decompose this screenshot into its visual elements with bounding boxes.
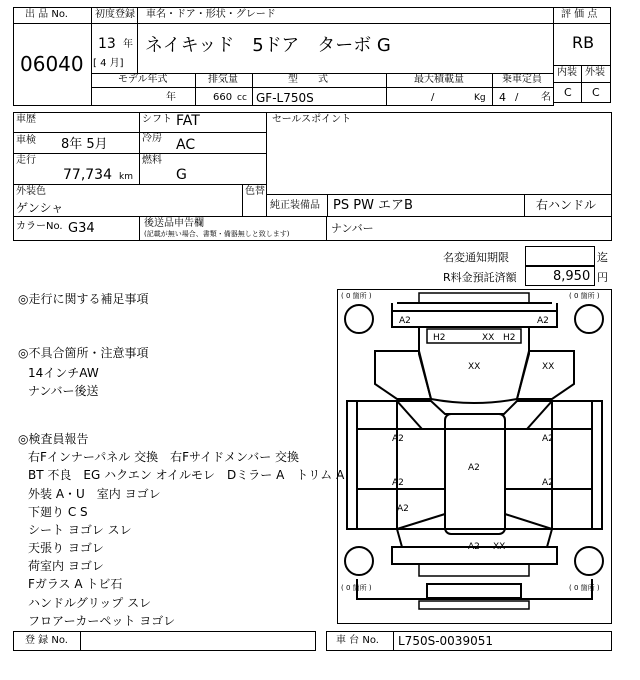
tag-bottom-right: ( 0 箇所 )	[569, 584, 600, 592]
front-bumper	[392, 311, 557, 327]
max-load-value: /	[431, 92, 435, 103]
displacement-unit: cc	[237, 93, 247, 103]
rear-plate	[427, 584, 521, 598]
shift-label: シフト	[142, 114, 172, 125]
mark-hood-center: XX	[468, 362, 481, 372]
first-reg-year: 13	[98, 36, 116, 52]
inspector-item: シート ヨゴレ スレ	[28, 523, 132, 537]
mark-hood-xx: XX	[482, 333, 495, 343]
mark-hood-h2-right: H2	[503, 333, 516, 343]
driving-notes-header: ◎走行に関する補足事項	[18, 292, 149, 306]
mileage-unit: km	[119, 172, 133, 182]
name-change-label: 名変通知期限	[443, 251, 509, 264]
fuel-label: 燃料	[142, 155, 162, 166]
capacity-sep: /	[515, 92, 519, 103]
first-reg-label: 初度登録	[95, 9, 135, 20]
car-name-label: 車名・ドア・形状・グレード	[146, 9, 276, 20]
aftermarket-note: (記載が無い場合、書類・備器無しと致します)	[144, 230, 290, 238]
lot-number: 06040	[20, 52, 84, 76]
color-change-label: 色替	[245, 186, 265, 197]
displacement-value: 660	[213, 92, 233, 103]
displacement-label: 排気量	[208, 74, 238, 85]
model-code-label: 型 式	[288, 74, 328, 85]
capacity-label: 乗車定員	[502, 74, 542, 85]
inspector-item: BT 不良 EG ハクエン オイルモレ Dミラー A トリム A	[28, 468, 345, 482]
color-no-label: カラーNo.	[16, 221, 63, 232]
history-label: 車歴	[16, 114, 36, 125]
aftermarket-value: ナンバー	[331, 222, 374, 235]
first-reg-month: [ 4 月]	[93, 58, 124, 69]
ac-value: AC	[176, 137, 196, 153]
mark-roof: A2	[468, 463, 480, 473]
model-year-label: モデル年式	[118, 74, 168, 85]
inspection-value: 8年 5月	[61, 137, 108, 152]
inspector-header: ◎検査員報告	[18, 432, 89, 446]
mark-right-front-door: A2	[542, 434, 554, 444]
reg-no-value-box	[80, 631, 316, 651]
tag-top-left: ( 0 箇所 )	[341, 292, 372, 300]
inspector-item: フロアーカーペット ヨゴレ	[28, 614, 176, 628]
inspector-item: 天張り ヨゴレ	[28, 541, 104, 555]
defects-header: ◎不具合箇所・注意事項	[18, 346, 149, 360]
car-damage-diagram	[337, 289, 612, 624]
inspection-label: 車検	[16, 135, 36, 146]
color-no-value: G34	[68, 221, 95, 236]
recycle-label: R料金預託済額	[443, 271, 517, 284]
chassis-value: L750S-0039051	[398, 634, 493, 648]
inspector-item: 下廻り C S	[28, 505, 88, 519]
year-unit: 年	[123, 39, 133, 50]
equipment-label: 純正装備品	[270, 200, 320, 211]
reg-no-label: 登 録 No.	[25, 635, 68, 646]
mark-left-front-door: A2	[392, 434, 404, 444]
steering-value: 右ハンドル	[536, 198, 597, 212]
exterior-grade: C	[592, 86, 600, 99]
mark-front-bumper: A2	[399, 316, 411, 326]
recycle-value: 8,950	[553, 269, 591, 284]
sales-points-label: セールスポイント	[272, 114, 352, 125]
wheel-front-right	[575, 305, 603, 333]
mark-right-fender: XX	[542, 362, 555, 372]
name-change-unit: 迄	[597, 251, 608, 264]
roof	[445, 414, 505, 534]
mark-right-rear-door: A2	[542, 478, 554, 488]
wheel-rear-right	[575, 547, 603, 575]
model-year-unit: 年	[166, 92, 176, 103]
mileage-value: 77,734	[63, 167, 112, 183]
tag-top-right: ( 0 箇所 )	[569, 292, 600, 300]
capacity-value: 4	[499, 91, 506, 104]
tag-bottom-left: ( 0 箇所 )	[341, 584, 372, 592]
defect-item: 14インチAW	[28, 366, 99, 380]
inspector-item: Fガラス A トビ石	[28, 577, 123, 591]
mark-hood-h2-left: H2	[433, 333, 446, 343]
lot-label: 出 品 No.	[25, 9, 68, 20]
inspector-item: 右Fインナーパネル 交換 右Fサイドメンバー 交換	[28, 450, 300, 464]
name-change-box	[525, 246, 595, 266]
interior-grade: C	[564, 86, 572, 99]
defect-item: ナンバー後送	[28, 384, 99, 398]
exterior-label: 外装	[585, 67, 605, 78]
wheel-front-left	[345, 305, 373, 333]
ac-label: 冷房	[142, 133, 162, 144]
car-name: ネイキッド 5ドア ターボ G	[145, 35, 391, 56]
wheel-rear-left	[345, 547, 373, 575]
mark-rear-xx: XX	[493, 542, 506, 552]
score-value: RB	[572, 33, 595, 52]
mileage-label: 走行	[16, 155, 36, 166]
mark-left-rear-fender: A2	[397, 504, 409, 514]
mark-rear-a2: A2	[468, 542, 480, 552]
max-load-label: 最大積載量	[414, 74, 464, 85]
fuel-value: G	[176, 167, 187, 183]
right-side	[552, 401, 592, 529]
right-front-fender	[517, 351, 574, 399]
inspector-item: ハンドルグリップ スレ	[28, 596, 152, 610]
aftermarket-label: 後送品申告欄	[144, 218, 204, 229]
score-label: 評 価 点	[561, 9, 598, 20]
capacity-unit: 名	[541, 92, 551, 103]
mark-front-bumper-right: A2	[537, 316, 549, 326]
interior-label: 内装	[557, 67, 577, 78]
color-value: ゲンシャ	[16, 201, 64, 215]
left-side	[357, 401, 397, 529]
shift-value: FAT	[176, 113, 200, 129]
left-front-fender	[375, 351, 431, 399]
recycle-unit: 円	[597, 271, 608, 284]
inspector-item: 外装 A・U 室内 ヨゴレ	[28, 487, 161, 501]
mark-left-rear-door: A2	[392, 478, 404, 488]
equipment-value: PS PW エアB	[333, 198, 413, 213]
max-load-unit: Kg	[474, 93, 486, 103]
color-label: 外装色	[16, 186, 46, 197]
chassis-label: 車 台 No.	[336, 635, 379, 646]
inspector-item: 荷室内 ヨゴレ	[28, 559, 104, 573]
model-code: GF-L750S	[256, 91, 314, 105]
